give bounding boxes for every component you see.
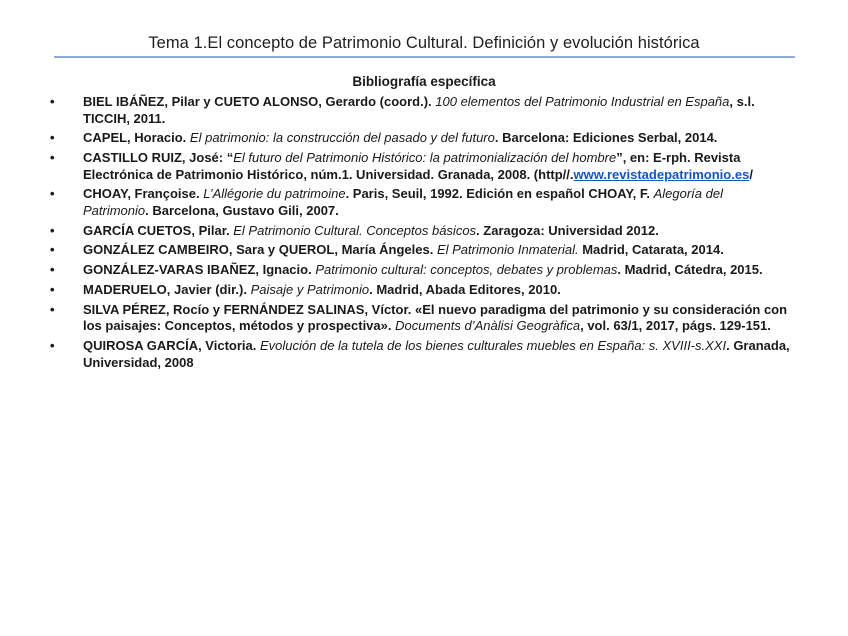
entry-publication: . Madrid, Abada Editores, 2010. [369, 282, 561, 298]
bibliography-entry [50, 150, 790, 183]
bullet-icon: • [50, 186, 55, 202]
entry-publication: , s.l. TICCIH, 2011. [83, 94, 755, 126]
bullet-icon: • [50, 242, 55, 258]
bullet-icon: • [50, 130, 55, 146]
entry-publication: . Zaragoza: Universidad 2012. [476, 222, 659, 238]
entry-publication: . Granada, Universidad, 2008 [83, 338, 790, 370]
bibliography-entry [50, 282, 790, 299]
bibliography-list [50, 94, 790, 374]
entry-translated-publication: . Barcelona, Gustavo Gili, 2007. [145, 202, 339, 218]
entry-publication: . Paris, Seuil, 1992. Edición en español CHOAY, F. [345, 186, 654, 202]
entry-authors: BIEL IBÁÑEZ, Pilar y CUETO ALONSO, Gerardo (coord.). [83, 94, 436, 109]
entry-publication: . Barcelona: Ediciones Serbal, 2014. [494, 130, 718, 146]
entry-work-title: Documents d’Anàlisi Geogràfica [395, 318, 581, 334]
title-underline [54, 56, 795, 58]
bibliography-entry [50, 262, 790, 279]
bullet-icon: • [50, 282, 55, 298]
journal-link[interactable]: www.revistadepatrimonio.es [573, 166, 750, 182]
entry-work-title: L’Allégorie du patrimoine [203, 186, 346, 202]
bibliography-entry [50, 242, 790, 259]
entry-publication: . Madrid, Cátedra, 2015. [617, 262, 763, 278]
entry-authors: GONZÁLEZ-VARAS IBAÑEZ, Ignacio. [83, 262, 316, 278]
bullet-icon: • [50, 301, 55, 317]
bullet-icon: • [50, 262, 55, 278]
section-heading: Bibliografía específica [352, 74, 496, 89]
entry-work-title: El futuro del Patrimonio Histórico: la patrimonialización del hombre [233, 150, 617, 166]
bibliography-entry [50, 186, 790, 219]
bullet-icon: • [50, 150, 55, 166]
bibliography-entry [50, 94, 790, 127]
bullet-icon: • [50, 94, 55, 109]
entry-work-title: Paisaje y Patrimonio [250, 282, 370, 298]
entry-authors: GONZÁLEZ CAMBEIRO, Sara y QUEROL, María Ángeles. [83, 242, 437, 258]
entry-work-title: Evolución de la tutela de los bienes culturales muebles en España: s. XVIII-s.XXI [259, 338, 727, 354]
entry-publication: ”, en: E-rph. Revista Electrónica de Patrimonio Histórico, núm.1. Universidad. Granada, 2008. (http//. [83, 150, 741, 182]
entry-authors: CASTILLO RUIZ, José: “ [83, 150, 234, 166]
entry-authors: SILVA PÉREZ, Rocío y FERNÁNDEZ SALINAS, Víctor. «El nuevo paradigma del patrimonio y su consideración con los paisajes: Conceptos, métodos y prospectiva». [83, 301, 788, 334]
entry-authors: CAPEL, Horacio. [83, 130, 190, 146]
entry-publication-end: / [749, 166, 753, 182]
entry-translated-title: Alegoría del Patrimonio [83, 186, 723, 218]
slide-title: Tema 1.El concepto de Patrimonio Cultural. Definición y evolución histórica [148, 34, 700, 52]
entry-work-title: El patrimonio: la construcción del pasado y del futuro [189, 130, 495, 146]
bibliography-entry [50, 302, 790, 335]
entry-authors: MADERUELO, Javier (dir.). [83, 282, 251, 298]
entry-authors: GARCÍA CUETOS, Pilar. [83, 222, 234, 238]
entry-authors: CHOAY, Françoise. [83, 186, 204, 202]
entry-authors: QUIROSA GARCÍA, Victoria. [83, 338, 260, 354]
entry-work-title: 100 elementos del Patrimonio Industrial en España [435, 94, 730, 109]
entry-work-title: Patrimonio cultural: conceptos, debates y problemas [315, 262, 618, 278]
entry-work-title: El Patrimonio Inmaterial. [436, 242, 579, 258]
bullet-icon: • [50, 222, 55, 238]
entry-work-title: El Patrimonio Cultural. Conceptos básicos [233, 222, 477, 238]
bibliography-entry [50, 130, 790, 147]
bibliography-entry [50, 223, 790, 240]
entry-publication: , vol. 63/1, 2017, págs. 129-151. [580, 318, 771, 334]
entry-publication: Madrid, Catarata, 2014. [578, 242, 724, 258]
bibliography-entry [50, 338, 790, 371]
bullet-icon: • [50, 338, 55, 354]
